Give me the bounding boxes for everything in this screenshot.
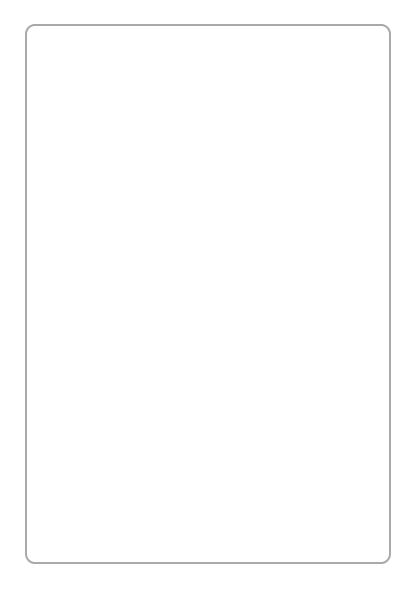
worksheet-sheet: [25, 24, 391, 564]
